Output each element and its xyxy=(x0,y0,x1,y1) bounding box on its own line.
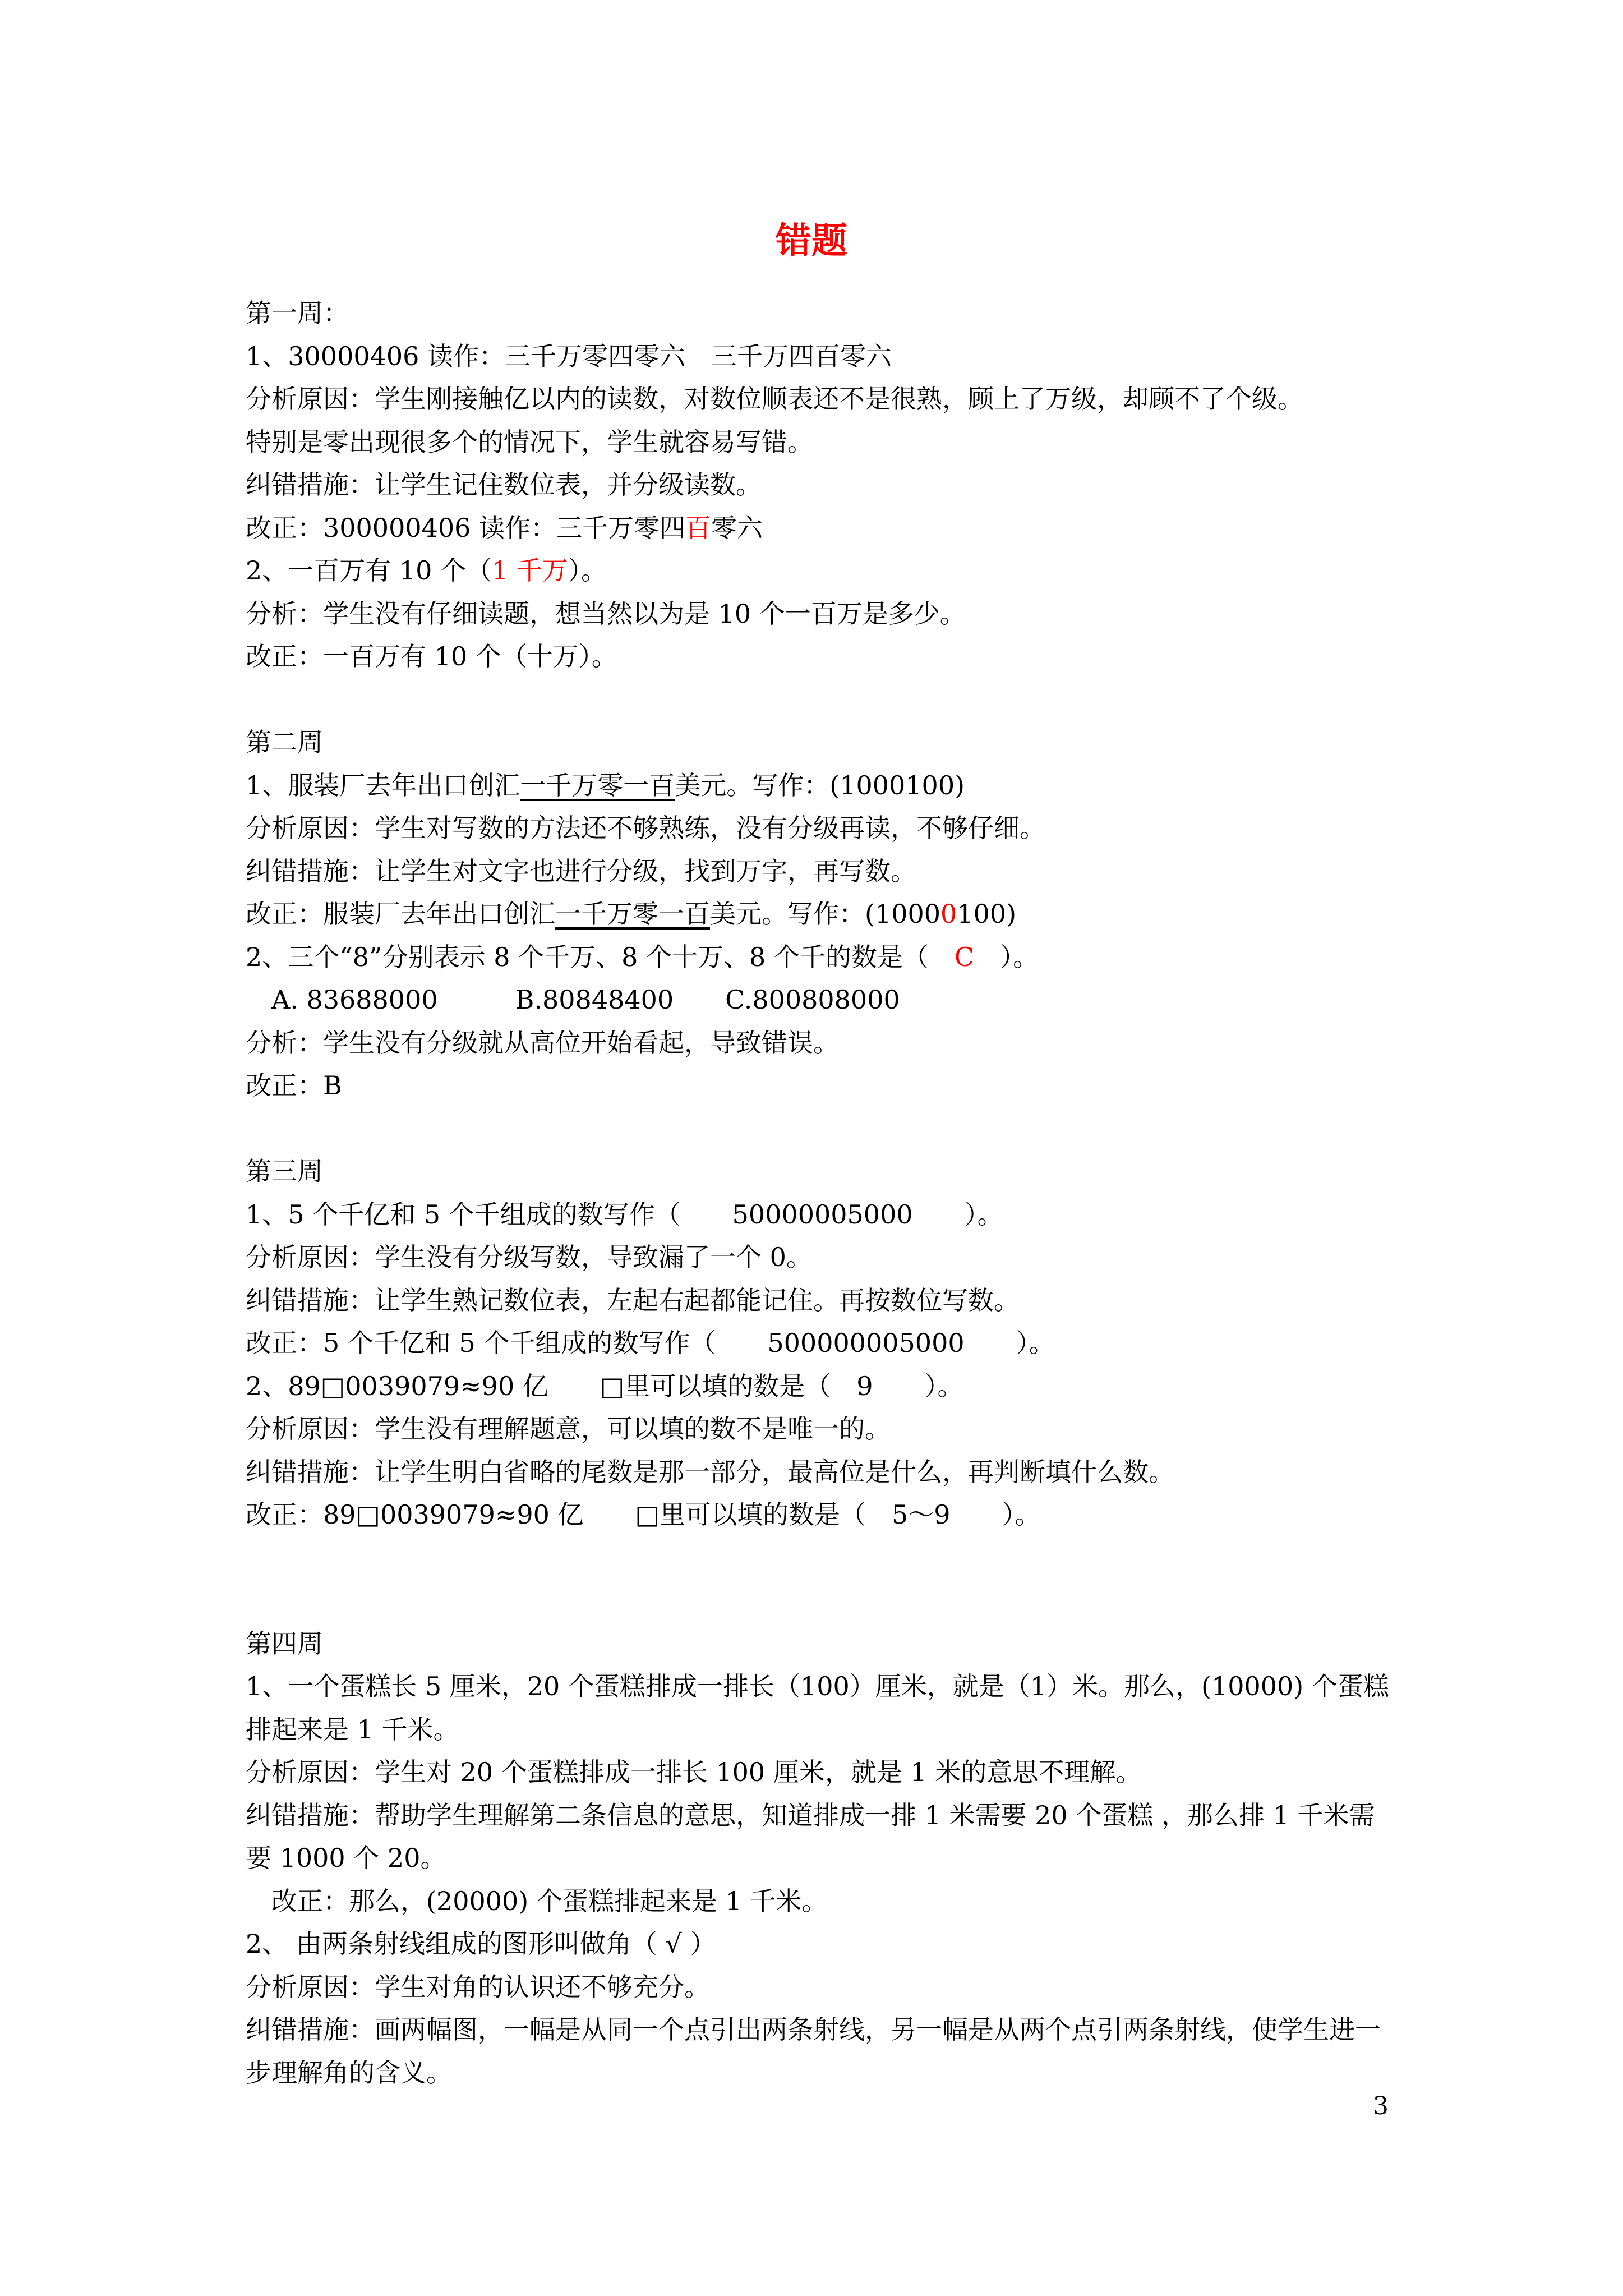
week2-item1-pre: 1、服装厂去年出口创汇 xyxy=(246,770,520,800)
week3-analysis: 分析原因：学生没有分级写数，导致漏了一个 0。 xyxy=(246,1242,812,1272)
week3-correction: 改正：5 个千亿和 5 个千组成的数写作（ 500000005000 ）。 xyxy=(246,1328,1055,1358)
week2-measure: 纠错措施：让学生对文字也进行分级，找到万字，再写数。 xyxy=(246,855,916,886)
week4-measure: 纠错措施：帮助学生理解第二条信息的意思，知道排成一排 1 米需要 20 个蛋糕 ，那么排 1 千米需要 1000 个 20。 xyxy=(246,1800,1375,1873)
spacer xyxy=(246,678,1390,721)
week3-measure: 纠错措施：让学生熟记数位表，左起右起都能记住。再按数位写数。 xyxy=(246,1285,1020,1315)
week1-correction-pre: 改正：300000406 读作：三千万零四 xyxy=(246,512,686,543)
page-title: 错题 xyxy=(776,220,847,262)
week2-item2-answer: C xyxy=(954,941,975,972)
week1-item1: 1、30000406 读作：三千万零四零六 三千万四百零六 xyxy=(246,341,892,371)
page-number: 3 xyxy=(1373,2092,1389,2120)
week3-item2-measure: 纠错措施：让学生明白省略的尾数是那一部分，最高位是什么，再判断填什么数。 xyxy=(246,1456,1174,1487)
week2-item2 xyxy=(246,936,1390,979)
week1-analysis-line2: 特别是零出现很多个的情况下，学生就容易写错。 xyxy=(246,426,813,457)
week2-item2-analysis: 分析：学生没有分级就从高位开始看起，导致错误。 xyxy=(246,1027,839,1058)
week4-correction: 改正：那么，(20000) 个蛋糕排起来是 1 千米。 xyxy=(246,1885,828,1916)
week3-item2-correction: 改正：89□0039079≈90 亿 □里可以填的数是（ 5～9 ）。 xyxy=(246,1499,1041,1530)
week2-analysis: 分析原因：学生对写数的方法还不够熟练，没有分级再读，不够仔细。 xyxy=(246,813,1045,843)
week1-measure: 纠错措施：让学生记住数位表，并分级读数。 xyxy=(246,470,762,500)
week2-correction xyxy=(246,892,1390,936)
week1-correction-red: 百 xyxy=(685,512,712,543)
week2-correction-red: 0 xyxy=(940,899,957,929)
week4-item1: 1、一个蛋糕长 5 厘米，20 个蛋糕排成一排长（100）厘米，就是（1）米。那么，(10000) 个蛋糕排起来是 1 千米。 xyxy=(246,1671,1389,1745)
week2-item2-options: A. 83688000 B.80848400 C.800808000 xyxy=(246,984,900,1015)
document-body xyxy=(246,292,1390,2094)
week1-analysis-line1: 分析原因：学生刚接触亿以内的读数，对数位顺表还不是很熟，顾上了万级，却顾不了个级。 xyxy=(246,384,1303,414)
week1-item2-red: 1 千万 xyxy=(492,555,568,586)
week3-item1: 1、5 个千亿和 5 个千组成的数写作（ 50000005000 ）。 xyxy=(246,1199,1003,1230)
week4-item2-measure: 纠错措施：画两幅图，一幅是从同一个点引出两条射线，另一幅是从两个点引两条射线，使学生进一步理解角的含义。 xyxy=(246,2014,1381,2088)
week2-correction-underlined: 一千万零一百 xyxy=(555,899,710,929)
week4-analysis: 分析原因：学生对 20 个蛋糕排成一排长 100 厘米，就是 1 米的意思不理解。 xyxy=(246,1757,1142,1787)
week3-item2-analysis: 分析原因：学生没有理解题意，可以填的数不是唯一的。 xyxy=(246,1414,891,1444)
week1-item2-pre: 2、一百万有 10 个（ xyxy=(246,555,492,586)
week2-item1 xyxy=(246,764,1390,807)
week4-item2-analysis: 分析原因：学生对角的认识还不够充分。 xyxy=(246,1971,710,2002)
week2-correction-pre: 改正：服装厂去年出口创汇 xyxy=(246,899,555,929)
week3-heading: 第三周 xyxy=(246,1156,323,1186)
week4-heading: 第四周 xyxy=(246,1628,323,1659)
week1-correction-post: 零六 xyxy=(711,512,763,543)
week2-correction-post: 100) xyxy=(957,899,1017,929)
week1-item2-post: ）。 xyxy=(568,555,607,586)
week1-heading: 第一周： xyxy=(246,298,349,328)
week1-correction xyxy=(246,507,1390,550)
week2-correction-mid: 美元。写作：(1000 xyxy=(710,899,941,929)
week2-item2-correction: 改正：B xyxy=(246,1070,342,1101)
week1-item2-analysis: 分析：学生没有仔细读题，想当然以为是 10 个一百万是多少。 xyxy=(246,598,966,629)
week3-item2: 2、89□0039079≈90 亿 □里可以填的数是（ 9 ）。 xyxy=(246,1370,963,1401)
week2-item2-post: ）。 xyxy=(974,941,1039,972)
week2-heading: 第二周 xyxy=(246,727,323,757)
week1-item2-correction: 改正：一百万有 10 个（十万）。 xyxy=(246,641,617,671)
week1-item2 xyxy=(246,549,1390,592)
week2-item1-underlined: 一千万零一百 xyxy=(520,770,675,800)
week2-item1-post: 美元。写作：(1000100) xyxy=(675,770,965,800)
week4-item2: 2、 由两条射线组成的图形叫做角（ √ ） xyxy=(246,1929,716,1959)
spacer xyxy=(246,1536,1390,1622)
week2-item2-pre: 2、三个“8”分别表示 8 个千万、8 个十万、8 个千的数是（ xyxy=(246,941,955,972)
spacer xyxy=(246,1107,1390,1151)
